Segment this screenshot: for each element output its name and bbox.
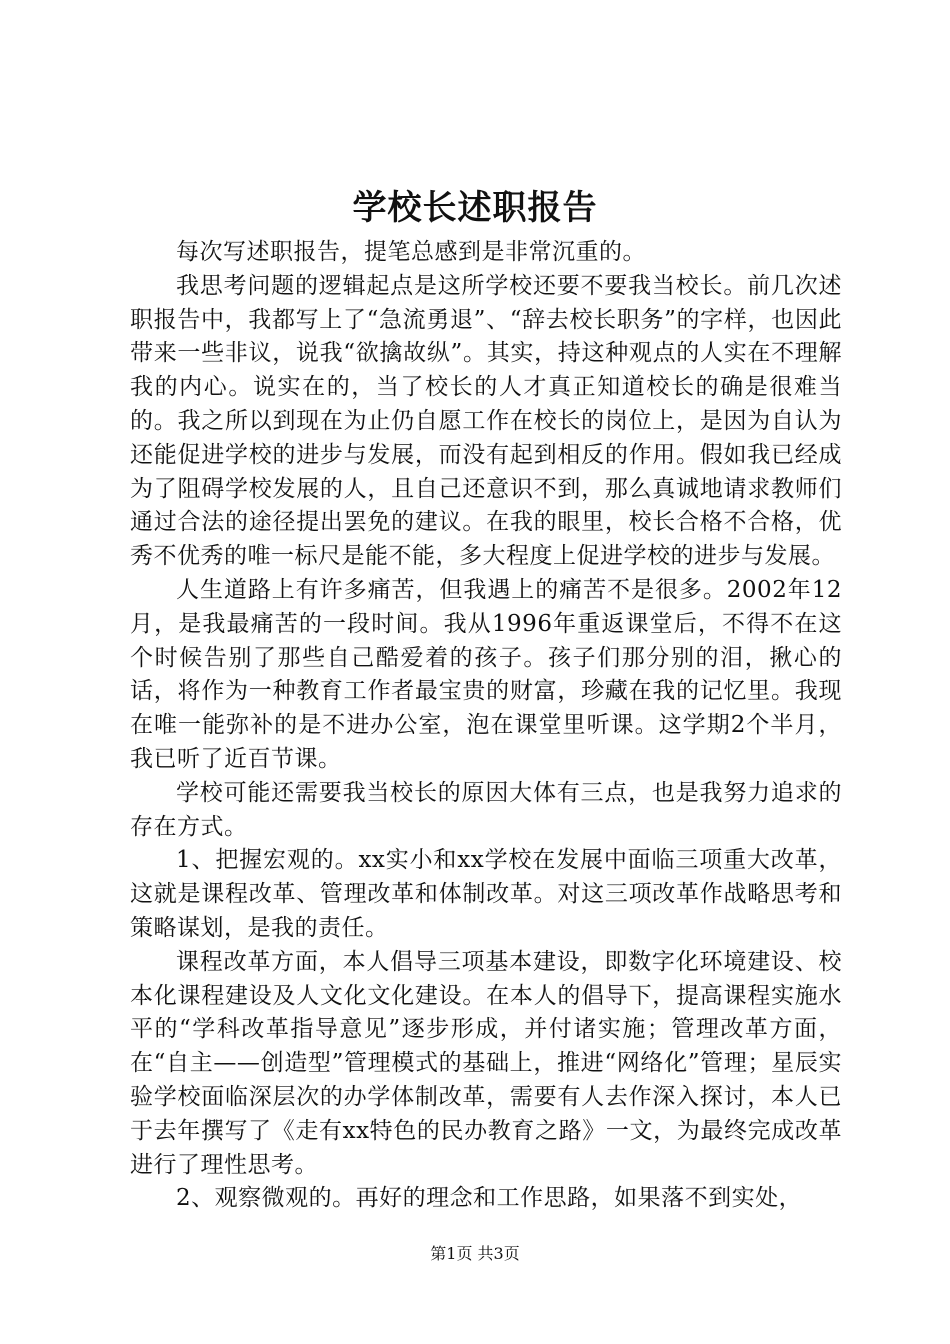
paragraph: 学校可能还需要我当校长的原因大体有三点，也是我努力追求的存在方式。: [130, 779, 842, 840]
document-body: [130, 236, 842, 1216]
paragraph: 每次写述职报告，提笔总感到是非常沉重的。: [176, 239, 646, 265]
paragraph: 1、把握宏观的。xx实小和xx学校在发展中面临三项重大改革，这就是课程改革、管理改革和体制改革。对这三项改革作战略思考和策略谋划，是我的责任。: [130, 847, 842, 941]
paragraph: 2、观察微观的。再好的理念和工作思路，如果落不到实处，: [176, 1185, 803, 1212]
document-title: 学校长述职报告: [352, 188, 598, 228]
paragraph: 我思考问题的逻辑起点是这所学校还要不要我当校长。前几次述职报告中，我都写上了“急流勇退”、“辞去校长职务”的字样，也因此带来一些非议，说我“欲擒故纵”。其实，持这种观点的人实在不理解我的内心。说实在的，当了校长的人才真正知道校长的确是很难当的。我之所以到现在为止仍自愿工作在校长的岗位上，是因为自认为还能促进学校的进步与发展，而没有起到相反的作用。假如我已经成为了阻碍学校发展的人，且自己还意识不到，那么真诚地请求教师们通过合法的途径提出罢免的建议。在我的眼里，校长合格不合格，优秀不优秀的唯一标尺是能不能，多大程度上促进学校的进步与发展。: [130, 272, 842, 570]
paragraph: 课程改革方面，本人倡导三项基本建设，即数字化环境建设、校本化课程建设及人文化文化建设。在本人的倡导下，提高课程实施水平的“学科改革指导意见”逐步形成，并付诸实施；管理改革方面，在“自主——创造型”管理模式的基础上，推进“网络化”管理；星辰实验学校面临深层次的办学体制改革，需要有人去作深入探讨，本人已于去年撰写了《走有xx特色的民办教育之路》一文，为最终完成改革进行了理性思考。: [130, 948, 842, 1178]
paragraph: 人生道路上有许多痛苦，但我遇上的痛苦不是很多。2002年12月，是我最痛苦的一段时间。我从1996年重返课堂后，不得不在这个时候告别了那些自己酷爱着的孩子。孩子们那分别的泪，揪心的话，将作为一种教育工作者最宝贵的财富，珍藏在我的记忆里。我现在唯一能弥补的是不进办公室，泡在课堂里听课。这学期2个半月，我已听了近百节课。: [130, 576, 842, 772]
page-number-footer: 第1页 共3页: [430, 1244, 520, 1263]
